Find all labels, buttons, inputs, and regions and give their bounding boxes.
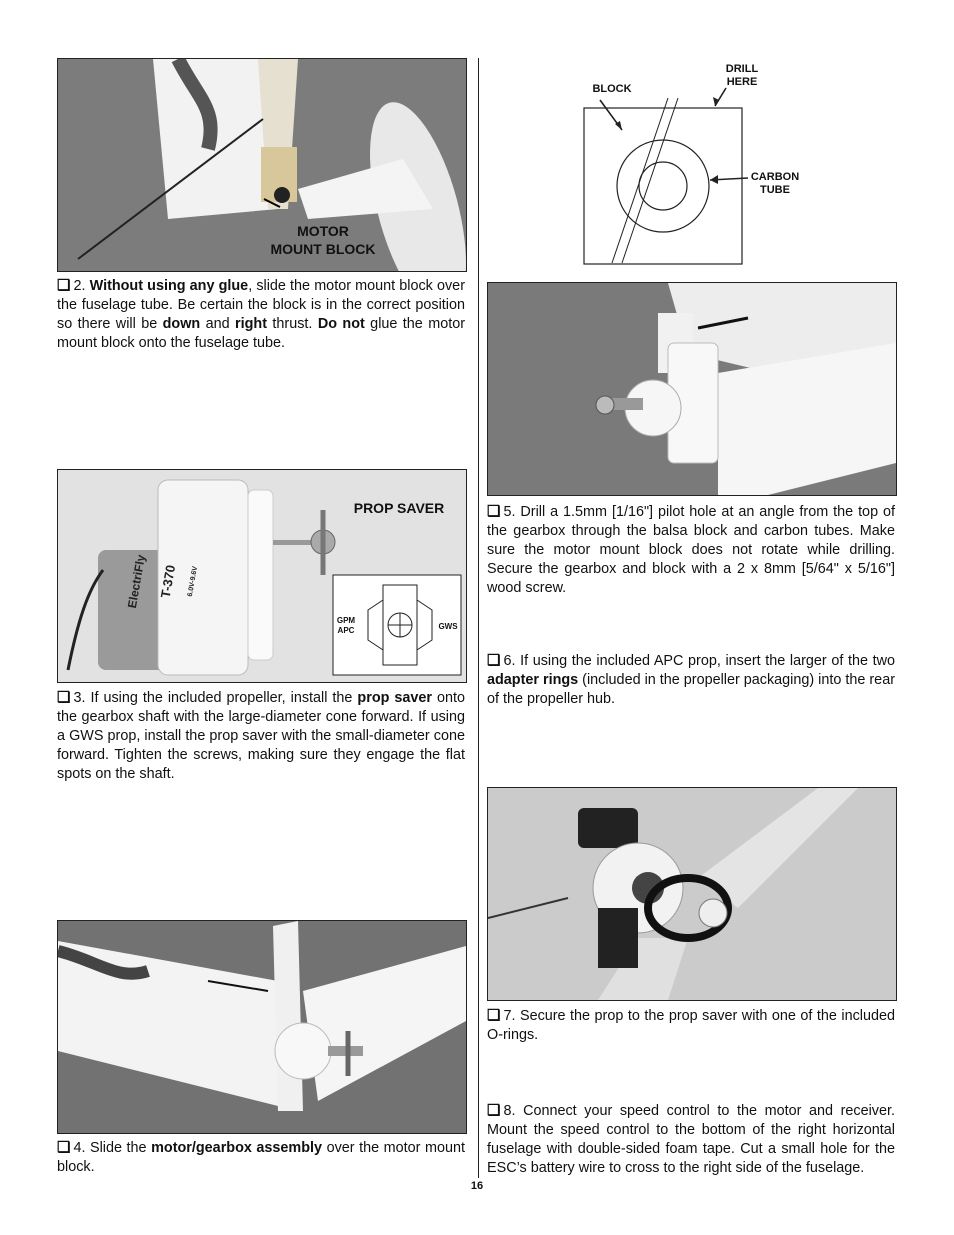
- photo-motor-gearbox-assembly-image: [58, 921, 466, 1133]
- photo-gearbox-screw-image: [488, 283, 896, 495]
- gws-label: GWS: [438, 622, 458, 631]
- photo-prop-saver: [57, 469, 467, 683]
- motor-model-label: T-370: [157, 563, 179, 600]
- drill-here-label: DRILL HERE: [725, 63, 759, 88]
- drill-diagram: [560, 58, 820, 268]
- prop-saver-label: PROP SAVER: [353, 500, 445, 516]
- step-5-text: ❏ 5. Drill a 1.5mm [1/16"] pilot hole at an angle from the top of the gearbox through the balsa block and carbon tubes. Make sure the motor mount block does not rotate while drilling. Secure the gearbox and block with a 2 x 8mm [5/64" x 5/16"] wood screw.: [487, 503, 895, 596]
- column-divider: [478, 58, 479, 1178]
- block-label: BLOCK: [592, 83, 632, 95]
- step-7-text: ❏ 7. Secure the prop to the prop saver with one of the included O-rings.: [487, 1007, 895, 1043]
- checkbox-icon[interactable]: ❏: [487, 652, 501, 669]
- step-2-text: ❏ 2. Without using any glue, slide the motor mount block over the fuselage tube. Be certain the block is in the correct position so there will be down and right thrust. Do not glue the motor mount block onto the fuselage tube.: [57, 277, 465, 351]
- step-8-text: ❏ 8. Connect your speed control to the motor and receiver. Mount the speed control to the bottom of the right horizontal fuselage with double-sided foam tape. Cut a small hole for the ESC’s battery wire to cross to the right side of the fuselage.: [487, 1102, 895, 1176]
- gpm-apc-label: GPM APC: [336, 616, 356, 635]
- photo-gearbox-screw: [487, 282, 897, 496]
- motor-mount-block-label: MOTOR MOUNT BLOCK: [270, 223, 376, 257]
- photo-prop-oring-image: [488, 788, 896, 1000]
- motor-voltage-label: 6.0V-9.6V: [186, 565, 200, 598]
- step-6-text: ❏ 6. If using the included APC prop, insert the larger of the two adapter rings (included in the propeller packaging) into the rear of the propeller hub.: [487, 652, 895, 707]
- step-3-text: ❏ 3. If using the included propeller, install the prop saver onto the gearbox shaft with the large-diameter cone forward. If using a GWS prop, install the prop saver with the small-diameter cone forward. Tighten the screws, making sure they engage the flat spots on the shaft.: [57, 689, 465, 782]
- checkbox-icon[interactable]: ❏: [57, 689, 71, 706]
- checkbox-icon[interactable]: ❏: [487, 1102, 501, 1119]
- carbon-tube-label: CARBON TUBE: [750, 171, 800, 196]
- checkbox-icon[interactable]: ❏: [487, 1007, 501, 1024]
- checkbox-icon[interactable]: ❏: [57, 1139, 71, 1156]
- checkbox-icon[interactable]: ❏: [57, 277, 71, 294]
- step-4-text: ❏ 4. Slide the motor/gearbox assembly over the motor mount block.: [57, 1139, 465, 1175]
- photo-prop-oring: [487, 787, 897, 1001]
- checkbox-icon[interactable]: ❏: [487, 503, 501, 520]
- photo-motor-gearbox-assembly: [57, 920, 467, 1134]
- motor-brand-label: ElectriFly: [124, 553, 149, 610]
- page-number: 16: [470, 1180, 484, 1192]
- photo-motor-mount-block: [57, 58, 467, 272]
